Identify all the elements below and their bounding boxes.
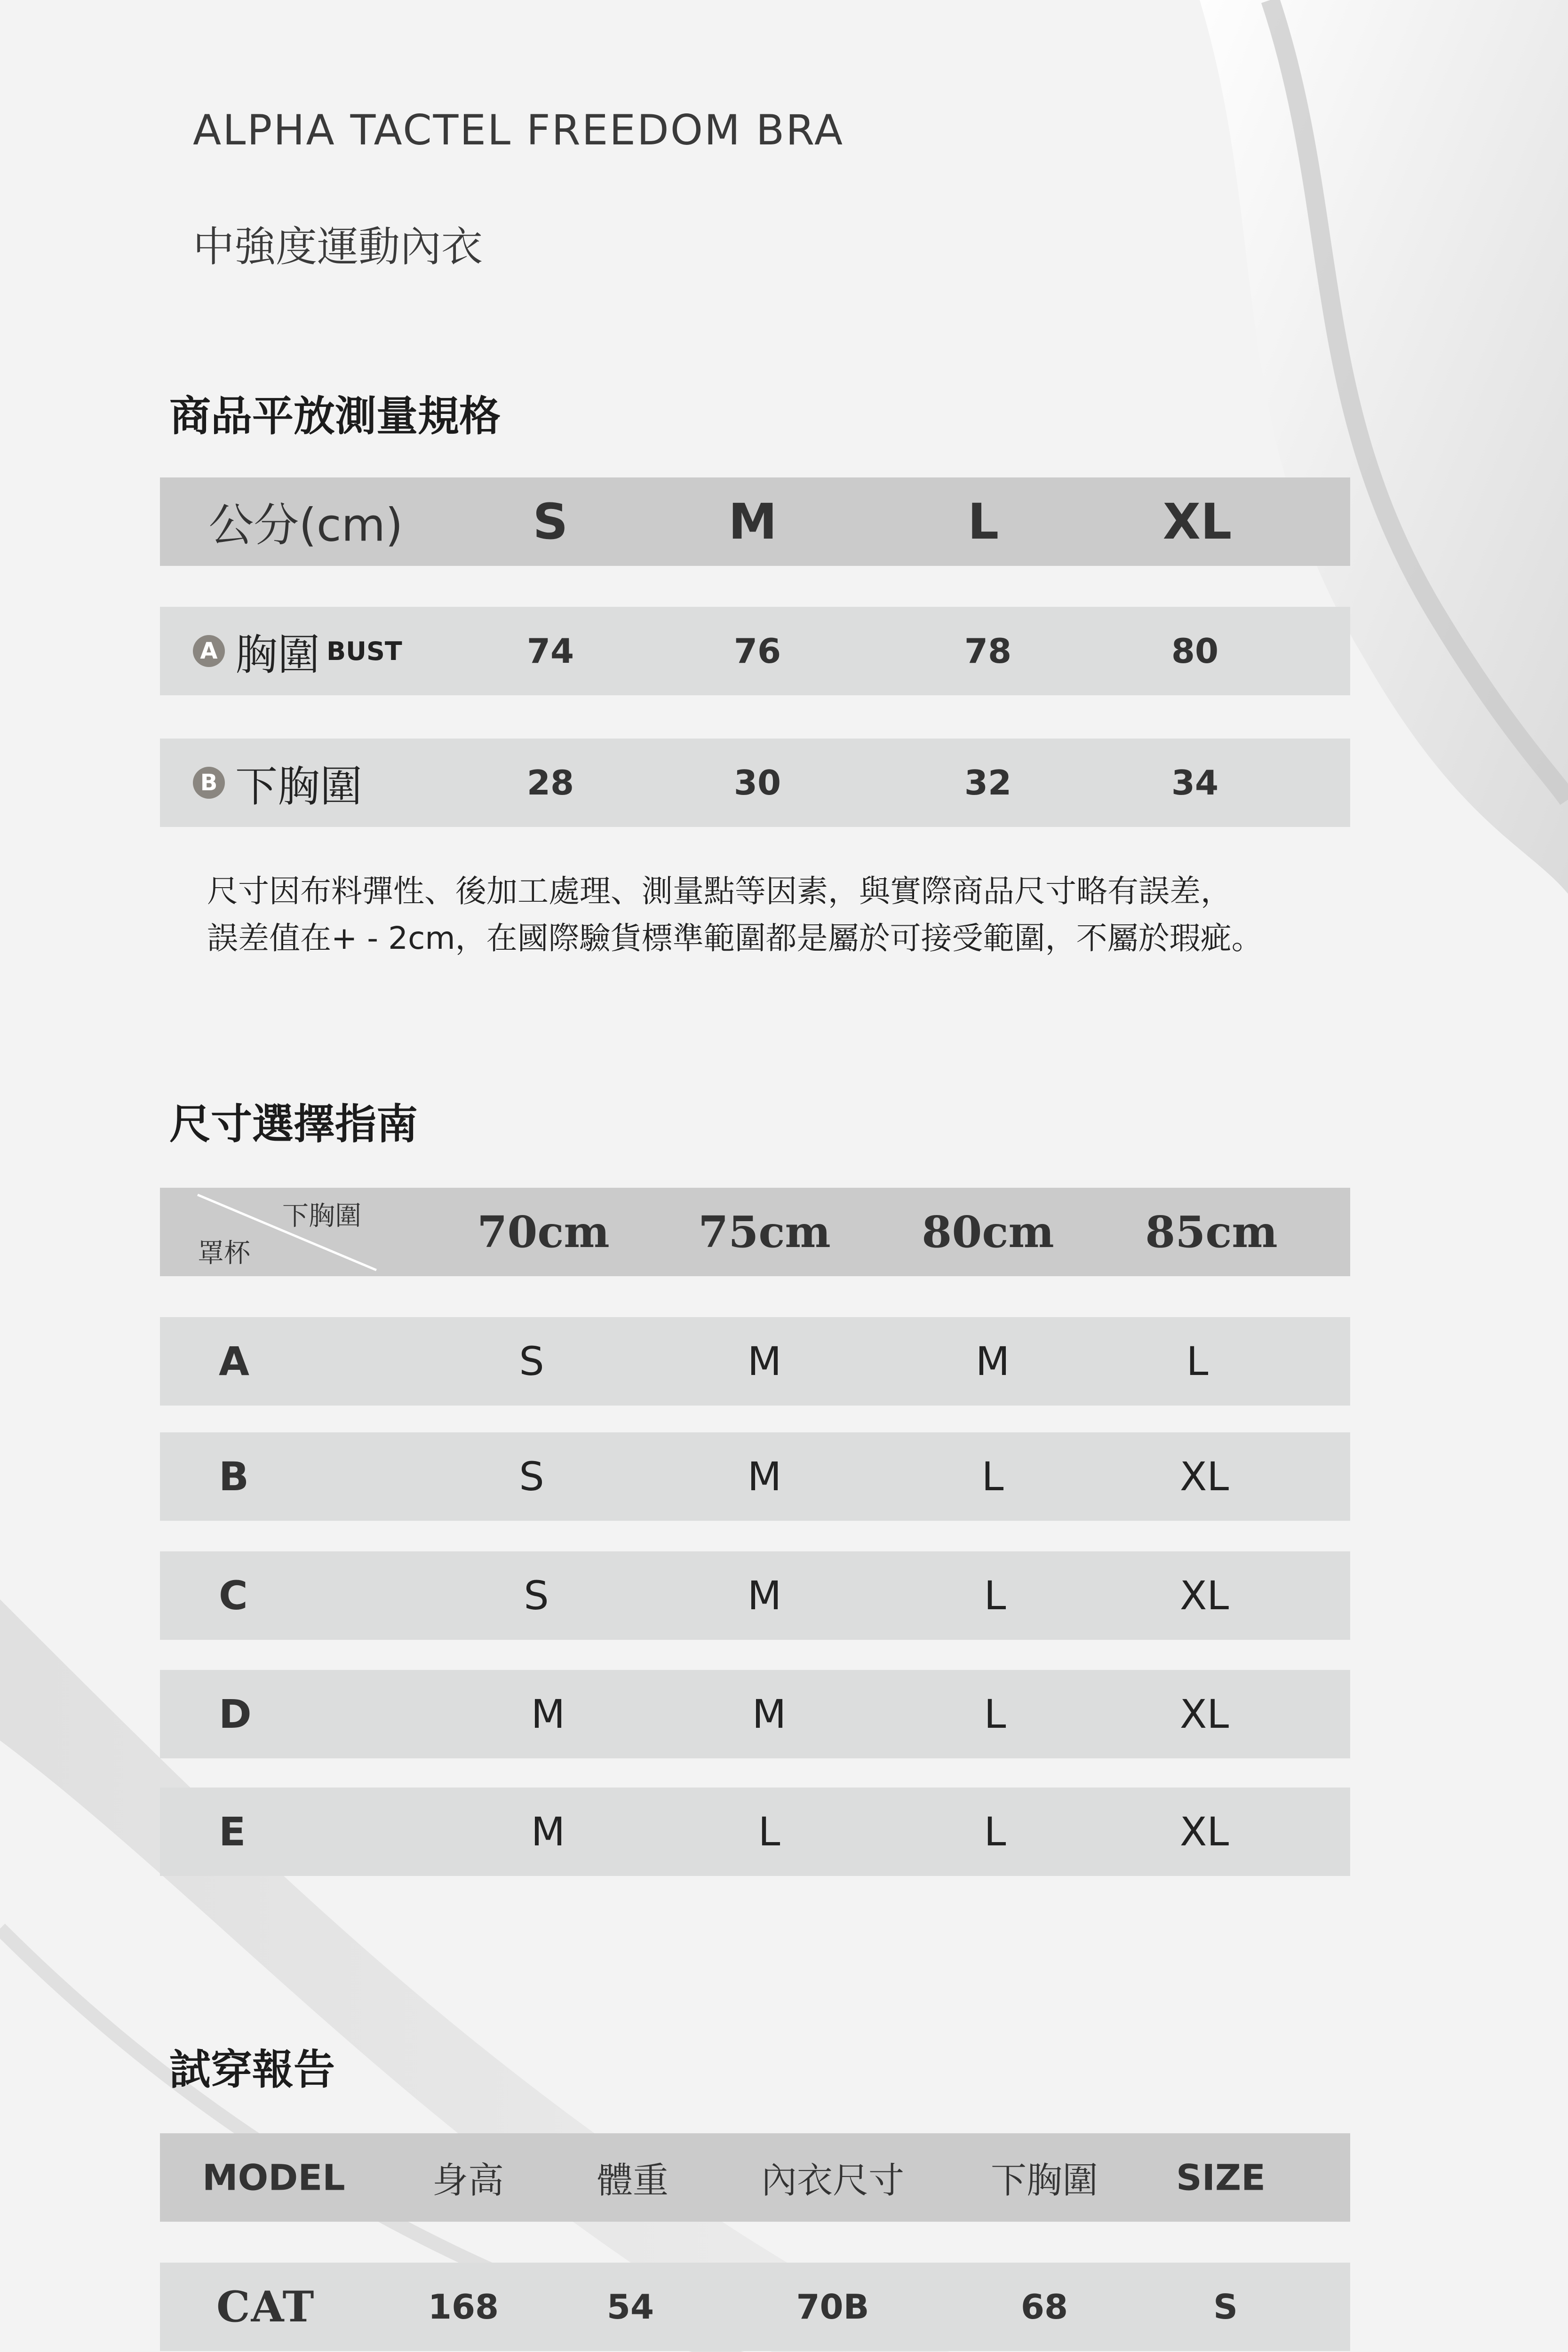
marker-a-icon: A [193, 635, 225, 667]
recommended-size: M [531, 1809, 565, 1855]
size-guide-row [160, 1551, 1350, 1640]
recommended-size: S [524, 1573, 549, 1619]
recommended-size: L [984, 1573, 1006, 1619]
recommended-size: XL [1179, 1454, 1229, 1500]
cup-label: B [219, 1454, 249, 1500]
product-subtitle: 中強度運動內衣 [193, 222, 483, 271]
measurement-value: 76 [733, 631, 781, 671]
model-weight: 54 [606, 2287, 654, 2327]
size-guide-row [160, 1670, 1350, 1758]
size-header: M [728, 493, 777, 550]
measurement-value: 32 [964, 763, 1012, 803]
corner-underbust-label: 下胸圍 [282, 1201, 361, 1232]
trial-section-title: 試穿報告 [169, 2045, 335, 2094]
measurement-value: 74 [526, 631, 574, 671]
recommended-size: M [975, 1338, 1010, 1384]
unit-header: 公分(cm) [208, 499, 403, 552]
recommended-size: L [1186, 1338, 1209, 1384]
recommended-size: XL [1179, 1691, 1229, 1737]
trial-header-model: MODEL [202, 2156, 345, 2199]
model-name: CAT [216, 2282, 315, 2332]
recommended-size: S [519, 1338, 544, 1384]
cup-label: C [219, 1573, 248, 1619]
corner-cup-label: 罩杯 [198, 1238, 250, 1269]
measurement-value: 78 [964, 631, 1012, 671]
trial-header-bra-size: 內衣尺寸 [761, 2159, 904, 2201]
size-header: XL [1162, 493, 1232, 550]
measurement-value: 80 [1171, 631, 1219, 671]
measurement-row-bust [160, 607, 1350, 695]
note-line: 誤差值在+ - 2cm，在國際驗貨標準範圍都是屬於可接受範圍，不屬於瑕疵。 [207, 920, 1263, 956]
recommended-size: M [752, 1691, 787, 1737]
product-title: ALPHA TACTEL FREEDOM BRA [193, 106, 844, 154]
recommended-size: M [531, 1691, 565, 1737]
measurement-value: 34 [1171, 763, 1219, 803]
recommended-size: M [747, 1573, 782, 1619]
recommended-size: M [747, 1338, 782, 1384]
note-line: 尺寸因布料彈性、後加工處理、測量點等因素，與實際商品尺寸略有誤差， [207, 873, 1232, 909]
size-guide-header-row [160, 1188, 1350, 1276]
measurement-note [207, 868, 1263, 962]
recommended-size: L [984, 1691, 1006, 1737]
measurement-value: 28 [526, 763, 574, 803]
cup-label: D [219, 1691, 252, 1737]
model-size: S [1213, 2287, 1238, 2327]
trial-row [160, 2263, 1350, 2351]
marker-b-icon: B [193, 767, 225, 799]
row-label: 胸圍 [235, 630, 320, 680]
size-guide-row [160, 1317, 1350, 1406]
bust-label [193, 620, 402, 682]
trial-header-underbust: 下胸圍 [991, 2159, 1098, 2201]
measurement-row-underbust [160, 739, 1350, 827]
underbust-column: 75cm [698, 1207, 831, 1257]
measurement-header-row [160, 477, 1350, 566]
model-underbust: 68 [1020, 2287, 1068, 2327]
measurement-section-title: 商品平放測量規格 [169, 392, 501, 440]
model-height: 168 [428, 2287, 499, 2327]
trial-header-size: SIZE [1176, 2156, 1266, 2199]
recommended-size: S [519, 1454, 544, 1500]
trial-header-height: 身高 [432, 2159, 504, 2201]
recommended-size: L [981, 1454, 1004, 1500]
underbust-column: 70cm [477, 1207, 610, 1257]
measurement-value: 30 [733, 763, 781, 803]
underbust-column: 85cm [1145, 1207, 1278, 1257]
recommended-size: L [758, 1809, 780, 1855]
recommended-size: M [747, 1454, 782, 1500]
size-guide-section-title: 尺寸選擇指南 [169, 1100, 418, 1148]
cup-label: A [219, 1338, 250, 1384]
recommended-size: XL [1179, 1573, 1229, 1619]
row-sublabel: BUST [326, 636, 402, 666]
size-header: L [967, 493, 999, 550]
trial-header-row [160, 2133, 1350, 2222]
underbust-label [193, 752, 362, 813]
size-guide-row [160, 1788, 1350, 1876]
cup-label: E [219, 1809, 246, 1855]
size-guide-row [160, 1432, 1350, 1521]
underbust-column: 80cm [922, 1207, 1054, 1257]
row-label: 下胸圍 [235, 762, 362, 811]
size-header: S [533, 493, 568, 550]
recommended-size: XL [1179, 1809, 1229, 1855]
recommended-size: L [984, 1809, 1006, 1855]
trial-header-weight: 體重 [597, 2159, 669, 2201]
model-bra-size: 70B [796, 2287, 869, 2327]
